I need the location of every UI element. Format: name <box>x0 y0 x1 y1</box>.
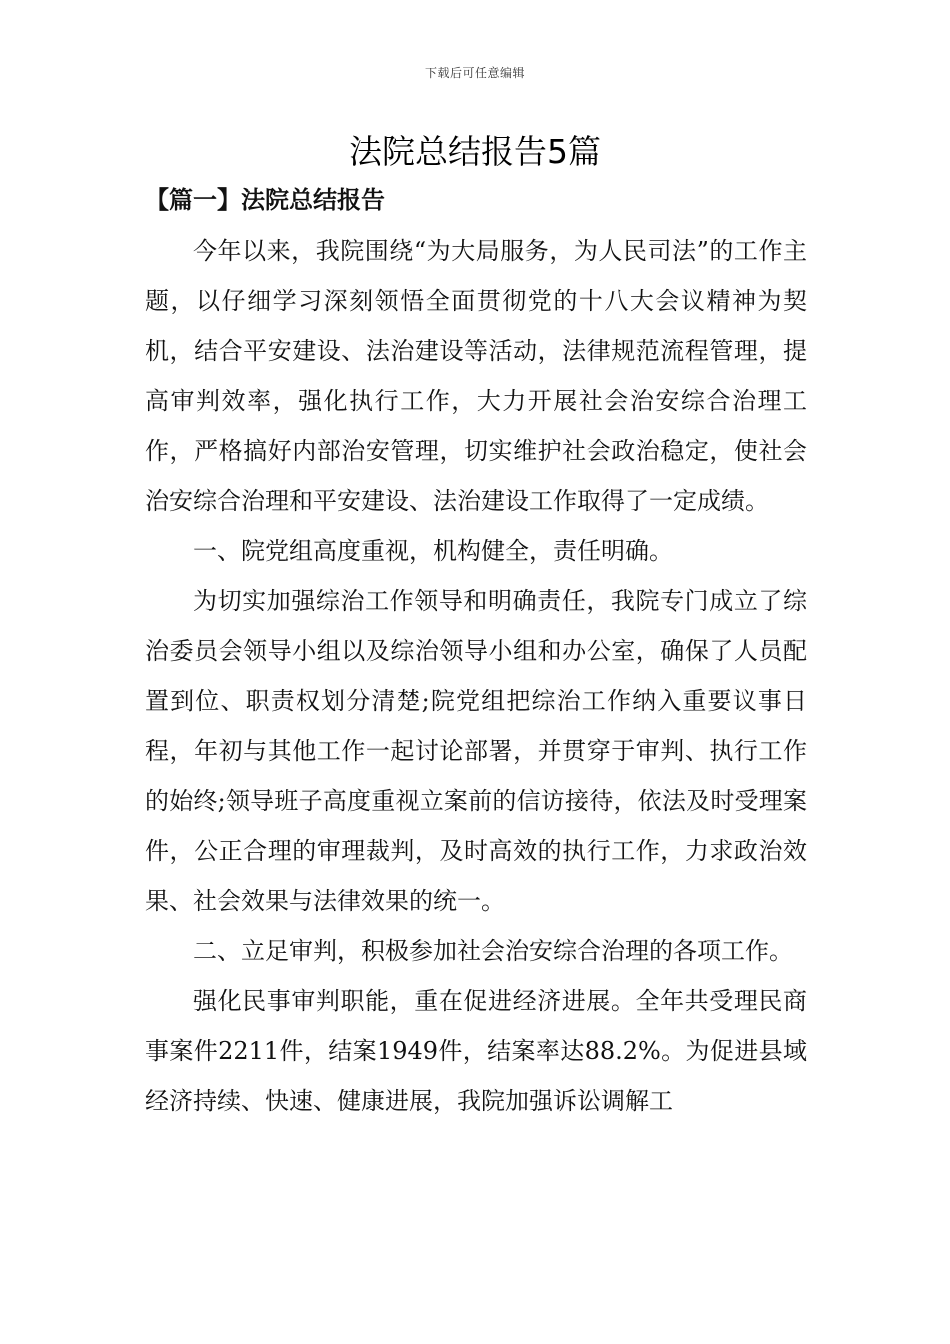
paragraph-heading-two: 二、立足审判，积极参加社会治安综合治理的各项工作。 <box>193 937 793 965</box>
paragraph-leadership: 为切实加强综治工作领导和明确责任，我院专门成立了综治委员会领导小组以及综治领导小组和办公室，确保了人员配置到位、职责权划分清楚;院党组把综治工作纳入重要议事日程，年初与其他工作一起讨论部署，并贯穿于审判、执行工作的始终;领导班子高度重视立案前的信访接待，依法及时受理案件，公正合理的审理裁判，及时高效的执行工作，力求政治效果、社会效果与法律效果的统一。 <box>145 587 807 915</box>
paragraph-intro: 今年以来，我院围绕“为大局服务，为人民司法”的工作主题，以仔细学习深刻领悟全面贯彻党的十八大会议精神为契机，结合平安建设、法治建设等活动，法律规范流程管理，提高审判效率，强化执行工作，大力开展社会治安综合治理工作，严格搞好内部治安管理，切实维护社会政治稳定，使社会治安综合治理和平安建设、法治建设工作取得了一定成绩。 <box>145 237 807 515</box>
paragraph-heading-one: 一、院党组高度重视，机构健全，责任明确。 <box>193 537 673 565</box>
document-body <box>145 226 807 1126</box>
paragraph-civil-trials: 强化民事审判职能，重在促进经济进展。全年共受理民商事案件2211件，结案1949件，结案率达88.2%。为促进县域经济持续、快速、健康进展，我院加强诉讼调解工 <box>145 987 807 1115</box>
document-title: 法院总结报告5篇 <box>349 132 601 171</box>
section-heading: 【篇一】法院总结报告 <box>145 185 385 214</box>
header-note: 下载后可任意编辑 <box>424 66 525 80</box>
